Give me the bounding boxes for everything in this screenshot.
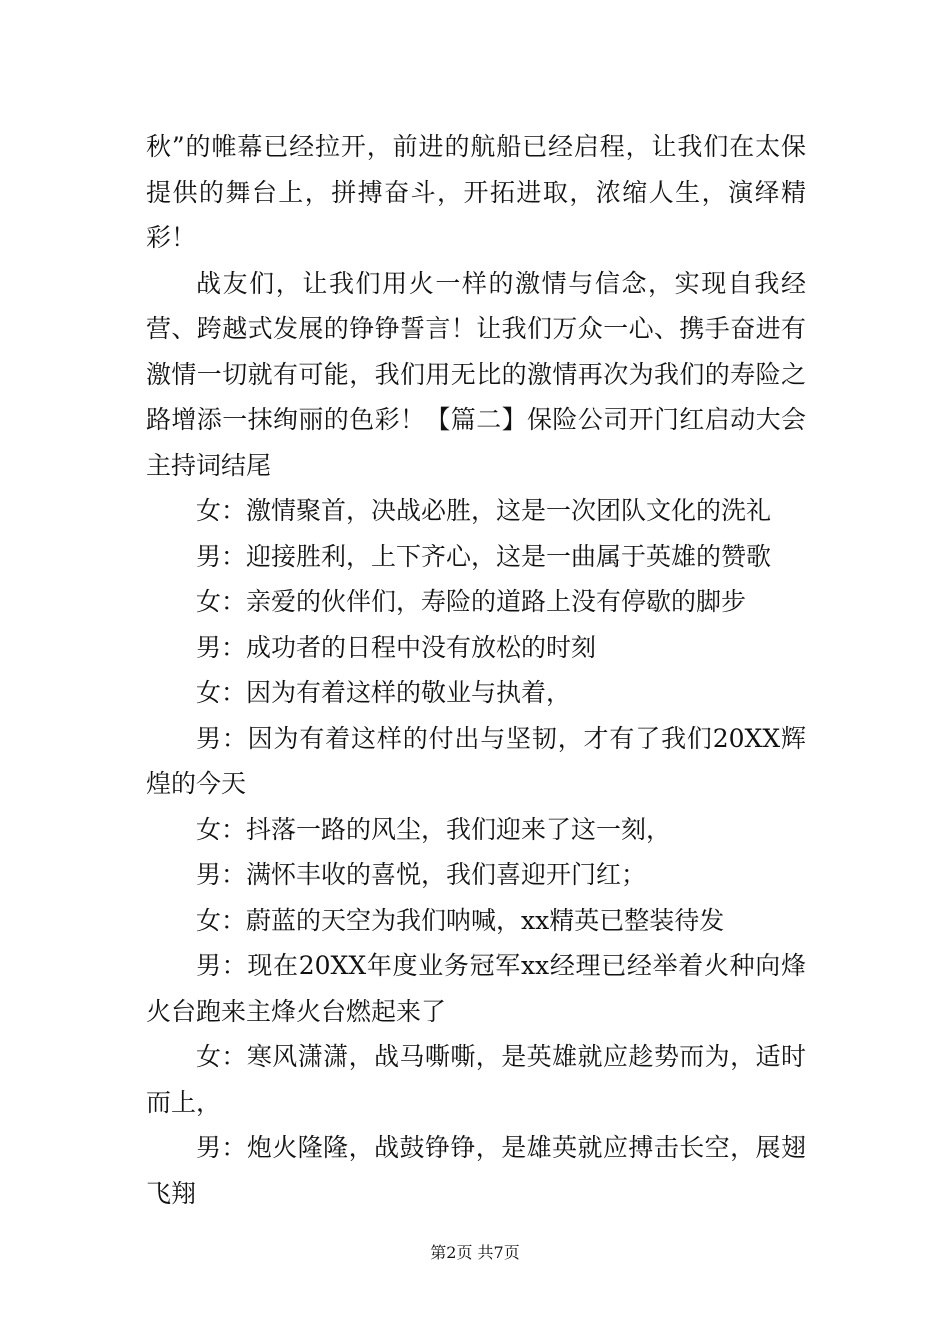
dialogue-line: 女：因为有着这样的敬业与执着， (196, 678, 572, 707)
dialogue-line: 女：蔚蓝的天空为我们呐喊，xx精英已整装待发 (196, 905, 725, 935)
dialogue-line: 男：炮火隆隆，战鼓铮铮，是雄英就应搏击长空，展翅飞翔 (146, 1133, 806, 1208)
dialogue-line: 男：因为有着这样的付出与坚韧，才有了我们20XX辉煌的今天 (146, 723, 806, 798)
dialogue-line: 女：激情聚首，决战必胜，这是一次团队文化的洗礼 (196, 496, 772, 525)
dialogue-line: 女：亲爱的伙伴们，寿险的道路上没有停歇的脚步 (196, 587, 747, 616)
page-number-footer: 第2页 共7页 (430, 1243, 520, 1262)
paragraph: 战友们，让我们用火一样的激情与信念，实现自我经营、跨越式发展的铮铮誓言！让我们万众一心、携手奋进有激情一切就有可能，我们用无比的激情再次为我们的寿险之路增添一抹绚丽的色彩！【篇二】保险公司开门红启动大会主持词结尾 (146, 268, 806, 480)
dialogue-line: 男：迎接胜利，上下齐心，这是一曲属于英雄的赞歌 (196, 541, 772, 571)
dialogue-line: 男：现在20XX年度业务冠军xx经理已经举着火种向烽火台跑来主烽火台燃起来了 (146, 951, 806, 1026)
paragraph-continued: 秋”的帷幕已经拉开，前进的航船已经启程，让我们在太保提供的舞台上，拼搏奋斗，开拓进取，浓缩人生，演绎精彩！ (146, 132, 806, 252)
document-body (146, 124, 806, 1216)
dialogue-line: 男：满怀丰收的喜悦，我们喜迎开门红； (196, 860, 647, 889)
dialogue-line: 男：成功者的日程中没有放松的时刻 (196, 632, 597, 662)
dialogue-line: 女：抖落一路的风尘，我们迎来了这一刻， (196, 814, 672, 844)
dialogue-line: 女：寒风潇潇，战马嘶嘶，是英雄就应趁势而为，适时而上， (146, 1042, 806, 1117)
